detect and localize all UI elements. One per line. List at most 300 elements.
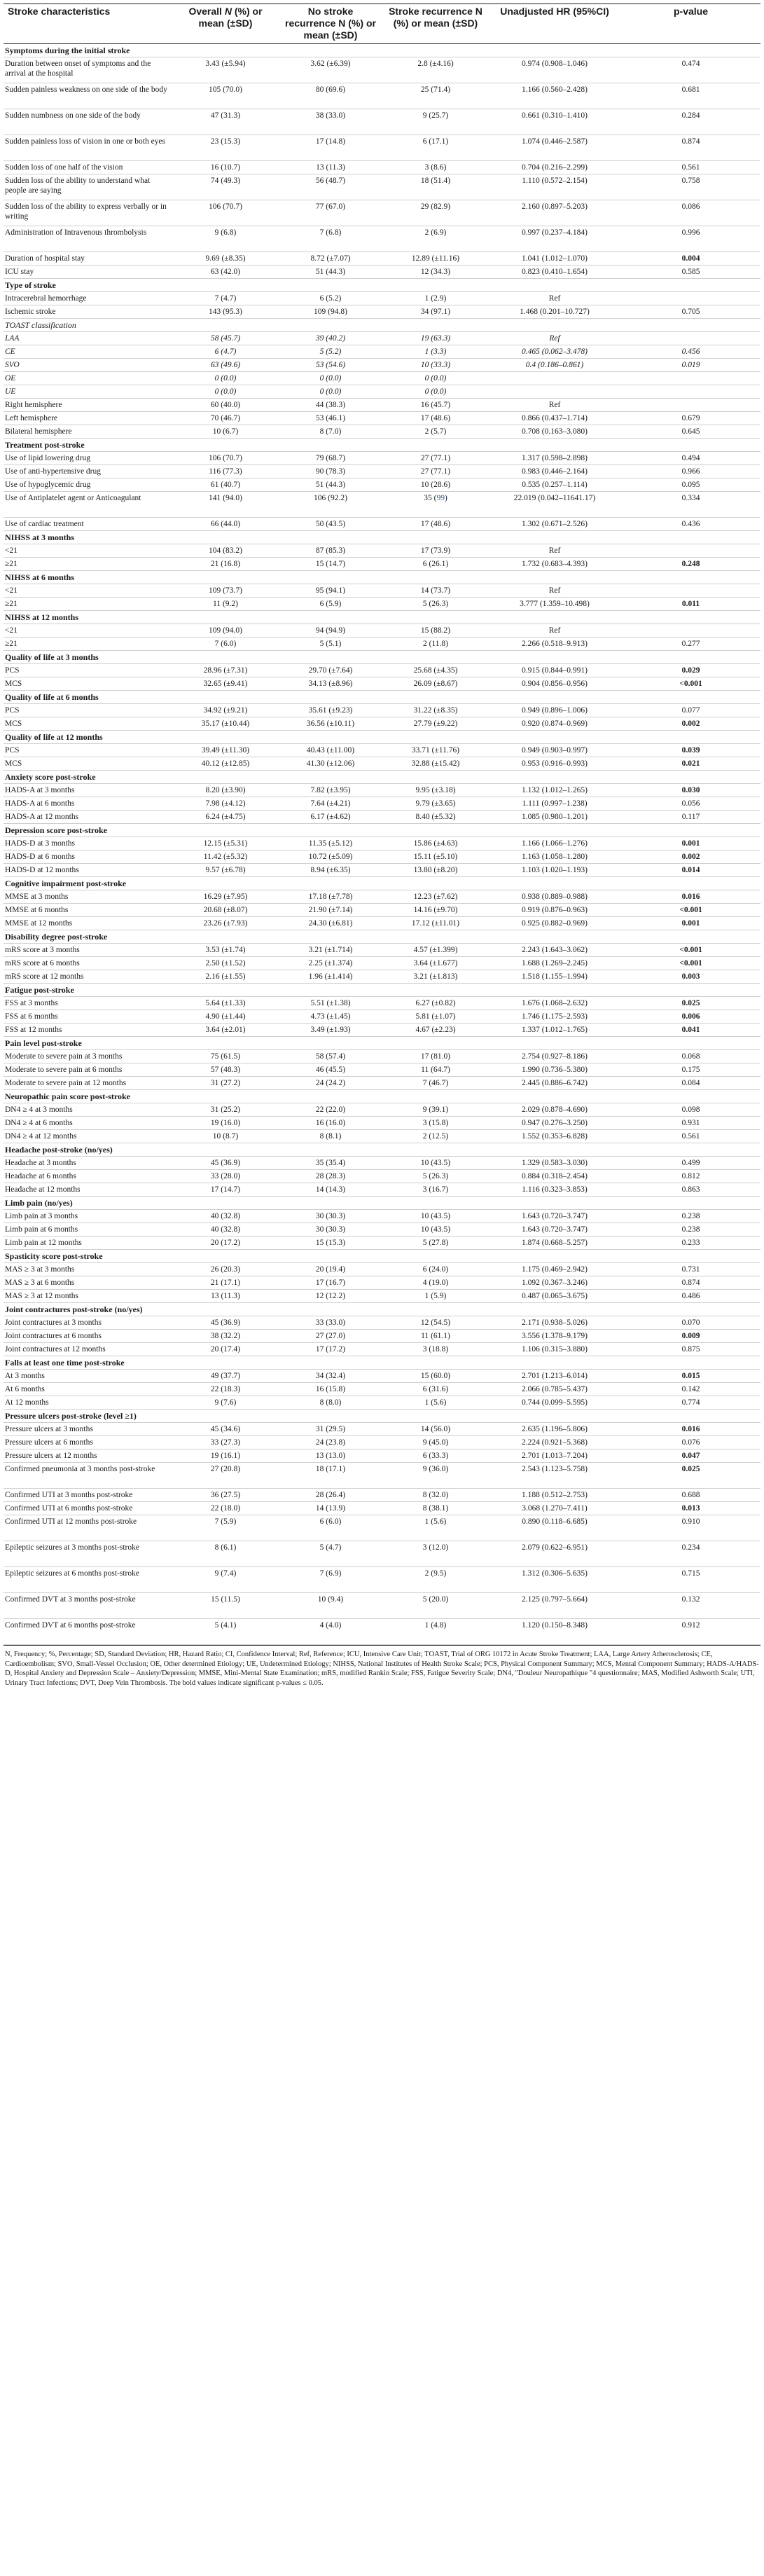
no-recurrence-cell: 7 (6.9) bbox=[278, 1567, 383, 1593]
recurrence-cell: 3 (18.8) bbox=[383, 1343, 488, 1356]
no-recurrence-cell: 29.70 (±7.64) bbox=[278, 664, 383, 677]
row-label: Moderate to severe pain at 6 months bbox=[4, 1063, 173, 1077]
p-value-cell bbox=[621, 292, 760, 305]
section-heading-row bbox=[4, 1037, 760, 1050]
recurrence-cell: 5 (27.8) bbox=[383, 1237, 488, 1250]
recurrence-cell: 10 (43.5) bbox=[383, 1223, 488, 1237]
table-row bbox=[4, 1619, 760, 1645]
recurrence-cell: 13.80 (±8.20) bbox=[383, 864, 488, 877]
recurrence-cell: 1 (5.9) bbox=[383, 1290, 488, 1303]
no-recurrence-cell: 7 (6.8) bbox=[278, 226, 383, 252]
recurrence-cell bbox=[383, 492, 488, 518]
overall-cell: 75 (61.5) bbox=[173, 1050, 278, 1063]
no-recurrence-cell: 8.94 (±6.35) bbox=[278, 864, 383, 877]
recurrence-cell: 1 (5.6) bbox=[383, 1396, 488, 1410]
row-label: Sudden painless loss of vision in one or both eyes bbox=[4, 135, 173, 161]
table-row bbox=[4, 1290, 760, 1303]
recurrence-cell: 17 (48.6) bbox=[383, 412, 488, 425]
hr-cell: 2.125 (0.797–5.664) bbox=[488, 1593, 621, 1619]
p-value-cell: 0.001 bbox=[621, 837, 760, 850]
recurrence-cell: 2 (5.7) bbox=[383, 425, 488, 439]
table-row bbox=[4, 864, 760, 877]
table-row bbox=[4, 1463, 760, 1489]
hr-cell: 1.337 (1.012–1.765) bbox=[488, 1024, 621, 1037]
p-value-cell: 0.474 bbox=[621, 57, 760, 83]
recurrence-cell: 1 (2.9) bbox=[383, 292, 488, 305]
row-label: FSS at 6 months bbox=[4, 1010, 173, 1024]
overall-cell: 7.98 (±4.12) bbox=[173, 797, 278, 811]
no-recurrence-cell: 5.51 (±1.38) bbox=[278, 997, 383, 1010]
p-value-cell: 0.486 bbox=[621, 1290, 760, 1303]
hr-cell: 1.302 (0.671–2.526) bbox=[488, 518, 621, 531]
table-row bbox=[4, 638, 760, 651]
hr-cell: 0.997 (0.237–4.184) bbox=[488, 226, 621, 252]
row-label: Headache at 6 months bbox=[4, 1170, 173, 1183]
overall-cell: 39.49 (±11.30) bbox=[173, 744, 278, 757]
p-value-cell: 0.016 bbox=[621, 890, 760, 904]
no-recurrence-cell: 35 (35.4) bbox=[278, 1157, 383, 1170]
hr-cell bbox=[488, 492, 621, 518]
no-recurrence-cell: 3.49 (±1.93) bbox=[278, 1024, 383, 1037]
row-label: Moderate to severe pain at 3 months bbox=[4, 1050, 173, 1063]
no-recurrence-cell: 21.90 (±7.14) bbox=[278, 904, 383, 917]
recurrence-cell: 0 (0.0) bbox=[383, 372, 488, 385]
cell-text: 22.019 (0.042–11641.17) bbox=[513, 494, 596, 502]
stroke-characteristics-table bbox=[4, 4, 760, 1645]
p-value-cell: 0.095 bbox=[621, 478, 760, 492]
hr-cell: 2.445 (0.886–6.742) bbox=[488, 1077, 621, 1090]
hr-cell: 1.990 (0.736–5.380) bbox=[488, 1063, 621, 1077]
section-heading-row bbox=[4, 571, 760, 584]
hr-cell: 1.085 (0.980–1.201) bbox=[488, 811, 621, 824]
hr-cell: 0.938 (0.889–0.988) bbox=[488, 890, 621, 904]
overall-cell: 9.57 (±6.78) bbox=[173, 864, 278, 877]
recurrence-cell: 8 (32.0) bbox=[383, 1489, 488, 1502]
table-row bbox=[4, 944, 760, 957]
table-row bbox=[4, 359, 760, 372]
overall-cell: 2.50 (±1.52) bbox=[173, 957, 278, 970]
hr-cell: 1.175 (0.469–2.942) bbox=[488, 1263, 621, 1276]
row-label: Confirmed DVT at 3 months post-stroke bbox=[4, 1593, 173, 1619]
value-link[interactable]: 99 bbox=[436, 494, 445, 502]
hr-cell: 1.676 (1.068–2.632) bbox=[488, 997, 621, 1010]
table-row bbox=[4, 465, 760, 478]
table-row bbox=[4, 797, 760, 811]
no-recurrence-cell: 8 (8.0) bbox=[278, 1396, 383, 1410]
recurrence-cell: 9 (45.0) bbox=[383, 1436, 488, 1449]
table-row bbox=[4, 385, 760, 399]
row-label: Confirmed DVT at 6 months post-stroke bbox=[4, 1619, 173, 1645]
no-recurrence-cell bbox=[278, 492, 383, 518]
no-recurrence-cell: 6 (6.0) bbox=[278, 1515, 383, 1541]
table-row bbox=[4, 1343, 760, 1356]
hr-cell: 0.904 (0.856–0.956) bbox=[488, 677, 621, 691]
p-value-cell: 0.456 bbox=[621, 345, 760, 359]
overall-cell: 63 (49.6) bbox=[173, 359, 278, 372]
hr-cell: Ref bbox=[488, 624, 621, 638]
no-recurrence-cell: 7.64 (±4.21) bbox=[278, 797, 383, 811]
p-value-cell: 0.875 bbox=[621, 1343, 760, 1356]
overall-cell: 38 (32.2) bbox=[173, 1330, 278, 1343]
recurrence-cell: 1 (5.6) bbox=[383, 1515, 488, 1541]
p-value-cell: 0.004 bbox=[621, 252, 760, 266]
table-row bbox=[4, 83, 760, 109]
row-label: ≥21 bbox=[4, 598, 173, 611]
table-row bbox=[4, 252, 760, 266]
recurrence-cell: 17 (48.6) bbox=[383, 518, 488, 531]
overall-cell: 2.16 (±1.55) bbox=[173, 970, 278, 984]
row-label: HADS-A at 3 months bbox=[4, 784, 173, 797]
overall-cell: 60 (40.0) bbox=[173, 399, 278, 412]
section-heading: Pain level post-stroke bbox=[4, 1037, 760, 1050]
overall-cell: 20 (17.2) bbox=[173, 1237, 278, 1250]
overall-cell: 22 (18.0) bbox=[173, 1502, 278, 1515]
recurrence-cell: 10 (43.5) bbox=[383, 1157, 488, 1170]
table-row bbox=[4, 1237, 760, 1250]
results-table-panel bbox=[4, 4, 760, 1688]
no-recurrence-cell: 7.82 (±3.95) bbox=[278, 784, 383, 797]
recurrence-cell: 6 (33.3) bbox=[383, 1449, 488, 1463]
recurrence-cell: 14 (73.7) bbox=[383, 584, 488, 598]
p-value-cell: <0.001 bbox=[621, 677, 760, 691]
recurrence-cell: 5 (20.0) bbox=[383, 1593, 488, 1619]
section-heading-row bbox=[4, 1303, 760, 1316]
p-value-cell: 0.086 bbox=[621, 200, 760, 226]
overall-cell: 5 (4.1) bbox=[173, 1619, 278, 1645]
section-heading: Limb pain (no/yes) bbox=[4, 1197, 760, 1210]
recurrence-cell: 3.64 (±1.677) bbox=[383, 957, 488, 970]
recurrence-cell: 4.57 (±1.399) bbox=[383, 944, 488, 957]
section-heading: Symptoms during the initial stroke bbox=[4, 44, 760, 57]
section-heading: Anxiety score post-stroke bbox=[4, 771, 760, 784]
overall-cell: 27 (20.8) bbox=[173, 1463, 278, 1489]
p-value-cell: 0.688 bbox=[621, 1489, 760, 1502]
overall-cell: 63 (42.0) bbox=[173, 266, 278, 279]
row-label: MAS ≥ 3 at 6 months bbox=[4, 1276, 173, 1290]
row-label: LAA bbox=[4, 332, 173, 345]
hr-cell: 2.243 (1.643–3.062) bbox=[488, 944, 621, 957]
p-value-cell: 0.238 bbox=[621, 1223, 760, 1237]
table-header-row bbox=[4, 4, 760, 44]
table-row bbox=[4, 1010, 760, 1024]
table-row bbox=[4, 904, 760, 917]
row-label: Administration of Intravenous thrombolysis bbox=[4, 226, 173, 252]
row-label: Headache at 3 months bbox=[4, 1157, 173, 1170]
no-recurrence-cell: 109 (94.8) bbox=[278, 305, 383, 319]
recurrence-cell: 25.68 (±4.35) bbox=[383, 664, 488, 677]
table-row bbox=[4, 917, 760, 930]
no-recurrence-cell: 6.17 (±4.62) bbox=[278, 811, 383, 824]
section-heading: TOAST classification bbox=[4, 319, 760, 332]
recurrence-cell: 2 (12.5) bbox=[383, 1130, 488, 1143]
row-label: Use of Antiplatelet agent or Anticoagulant bbox=[4, 492, 173, 518]
recurrence-cell: 15.86 (±4.63) bbox=[383, 837, 488, 850]
table-row bbox=[4, 1449, 760, 1463]
hr-cell: 2.635 (1.196–5.806) bbox=[488, 1423, 621, 1436]
table-row bbox=[4, 161, 760, 174]
no-recurrence-cell: 56 (48.7) bbox=[278, 174, 383, 200]
recurrence-cell: 11 (61.1) bbox=[383, 1330, 488, 1343]
table-row bbox=[4, 1210, 760, 1223]
table-row bbox=[4, 332, 760, 345]
no-recurrence-cell: 10.72 (±5.09) bbox=[278, 850, 383, 864]
section-heading: Fatigue post-stroke bbox=[4, 984, 760, 997]
row-label: HADS-D at 12 months bbox=[4, 864, 173, 877]
p-value-cell: <0.001 bbox=[621, 957, 760, 970]
overall-cell: 40 (32.8) bbox=[173, 1223, 278, 1237]
p-value-cell: <0.001 bbox=[621, 904, 760, 917]
section-heading-row bbox=[4, 279, 760, 292]
header-overall: Overall N (%) or mean (±SD) bbox=[173, 4, 278, 44]
hr-cell: 2.171 (0.938–5.026) bbox=[488, 1316, 621, 1330]
section-heading-row bbox=[4, 731, 760, 744]
p-value-cell: 0.436 bbox=[621, 518, 760, 531]
row-label: FSS at 12 months bbox=[4, 1024, 173, 1037]
overall-cell bbox=[173, 492, 278, 518]
overall-cell: 66 (44.0) bbox=[173, 518, 278, 531]
row-label: MAS ≥ 3 at 12 months bbox=[4, 1290, 173, 1303]
row-label: MCS bbox=[4, 677, 173, 691]
no-recurrence-cell: 44 (38.3) bbox=[278, 399, 383, 412]
table-row bbox=[4, 1117, 760, 1130]
recurrence-cell: 5 (26.3) bbox=[383, 598, 488, 611]
overall-cell: 7 (4.7) bbox=[173, 292, 278, 305]
no-recurrence-cell: 14 (13.9) bbox=[278, 1502, 383, 1515]
row-label: Epileptic seizures at 6 months post-stroke bbox=[4, 1567, 173, 1593]
p-value-cell: 0.731 bbox=[621, 1263, 760, 1276]
row-label: OE bbox=[4, 372, 173, 385]
recurrence-cell: 9 (36.0) bbox=[383, 1463, 488, 1489]
table-row bbox=[4, 704, 760, 717]
no-recurrence-cell: 17.18 (±7.78) bbox=[278, 890, 383, 904]
hr-cell: 3.068 (1.270–7.411) bbox=[488, 1502, 621, 1515]
p-value-cell: 0.812 bbox=[621, 1170, 760, 1183]
hr-cell: 0.983 (0.446–2.164) bbox=[488, 465, 621, 478]
no-recurrence-cell: 4 (4.0) bbox=[278, 1619, 383, 1645]
hr-cell: 0.487 (0.065–3.675) bbox=[488, 1290, 621, 1303]
overall-cell: 49 (37.7) bbox=[173, 1370, 278, 1383]
p-value-cell: 0.003 bbox=[621, 970, 760, 984]
section-heading-row bbox=[4, 1090, 760, 1103]
hr-cell: 1.643 (0.720–3.747) bbox=[488, 1210, 621, 1223]
no-recurrence-cell: 17 (16.7) bbox=[278, 1276, 383, 1290]
hr-cell: 1.103 (1.020–1.193) bbox=[488, 864, 621, 877]
overall-cell: 10 (8.7) bbox=[173, 1130, 278, 1143]
no-recurrence-cell: 58 (57.4) bbox=[278, 1050, 383, 1063]
hr-cell: 1.732 (0.683–4.393) bbox=[488, 558, 621, 571]
overall-cell: 3.43 (±5.94) bbox=[173, 57, 278, 83]
recurrence-cell: 3 (8.6) bbox=[383, 161, 488, 174]
hr-cell: 2.754 (0.927–8.186) bbox=[488, 1050, 621, 1063]
recurrence-cell: 1 (4.8) bbox=[383, 1619, 488, 1645]
recurrence-cell: 12 (34.3) bbox=[383, 266, 488, 279]
table-row bbox=[4, 598, 760, 611]
recurrence-cell: 2 (6.9) bbox=[383, 226, 488, 252]
hr-cell: Ref bbox=[488, 292, 621, 305]
p-value-cell: 0.013 bbox=[621, 1502, 760, 1515]
p-value-cell: 0.076 bbox=[621, 1436, 760, 1449]
no-recurrence-cell: 38 (33.0) bbox=[278, 109, 383, 135]
overall-cell: 33 (27.3) bbox=[173, 1436, 278, 1449]
row-label: Pressure ulcers at 6 months bbox=[4, 1436, 173, 1449]
overall-cell: 0 (0.0) bbox=[173, 385, 278, 399]
hr-cell: Ref bbox=[488, 544, 621, 558]
table-row bbox=[4, 677, 760, 691]
overall-cell: 109 (94.0) bbox=[173, 624, 278, 638]
hr-cell: 2.079 (0.622–6.951) bbox=[488, 1541, 621, 1567]
hr-cell: 1.166 (0.560–2.428) bbox=[488, 83, 621, 109]
overall-cell: 20.68 (±8.07) bbox=[173, 904, 278, 917]
p-value-cell bbox=[621, 399, 760, 412]
table-row bbox=[4, 1157, 760, 1170]
recurrence-cell: 7 (46.7) bbox=[383, 1077, 488, 1090]
recurrence-cell: 17.12 (±11.01) bbox=[383, 917, 488, 930]
section-heading-row bbox=[4, 930, 760, 944]
table-row bbox=[4, 1050, 760, 1063]
recurrence-cell: 6.27 (±0.82) bbox=[383, 997, 488, 1010]
overall-cell: 19 (16.0) bbox=[173, 1117, 278, 1130]
row-label: HADS-D at 6 months bbox=[4, 850, 173, 864]
p-value-cell: 0.234 bbox=[621, 1541, 760, 1567]
hr-cell: 2.029 (0.878–4.690) bbox=[488, 1103, 621, 1117]
p-value-cell bbox=[621, 385, 760, 399]
p-value-cell: 0.233 bbox=[621, 1237, 760, 1250]
table-row bbox=[4, 970, 760, 984]
overall-cell: 21 (17.1) bbox=[173, 1276, 278, 1290]
table-row bbox=[4, 57, 760, 83]
row-label: Intracerebral hemorrhage bbox=[4, 292, 173, 305]
row-label: Sudden loss of the ability to express verbally or in writing bbox=[4, 200, 173, 226]
no-recurrence-cell: 34 (32.4) bbox=[278, 1370, 383, 1383]
table-row bbox=[4, 305, 760, 319]
hr-cell: 1.312 (0.306–5.635) bbox=[488, 1567, 621, 1593]
no-recurrence-cell: 31 (29.5) bbox=[278, 1423, 383, 1436]
section-heading: Joint contractures post-stroke (no/yes) bbox=[4, 1303, 760, 1316]
row-label: mRS score at 3 months bbox=[4, 944, 173, 957]
overall-cell: 74 (49.3) bbox=[173, 174, 278, 200]
no-recurrence-cell: 11.35 (±5.12) bbox=[278, 837, 383, 850]
p-value-cell: 0.248 bbox=[621, 558, 760, 571]
row-label: FSS at 3 months bbox=[4, 997, 173, 1010]
table-row bbox=[4, 811, 760, 824]
recurrence-cell: 26.09 (±8.67) bbox=[383, 677, 488, 691]
section-heading: Quality of life at 6 months bbox=[4, 691, 760, 704]
row-label: Duration between onset of symptoms and the arrival at the hospital bbox=[4, 57, 173, 83]
p-value-cell: 0.132 bbox=[621, 1593, 760, 1619]
row-label: MAS ≥ 3 at 3 months bbox=[4, 1263, 173, 1276]
table-row bbox=[4, 544, 760, 558]
overall-cell: 143 (95.3) bbox=[173, 305, 278, 319]
no-recurrence-cell: 36.56 (±10.11) bbox=[278, 717, 383, 731]
overall-cell: 9 (6.8) bbox=[173, 226, 278, 252]
row-label: ≥21 bbox=[4, 638, 173, 651]
overall-cell: 61 (40.7) bbox=[173, 478, 278, 492]
section-heading: Pressure ulcers post-stroke (level ≥1) bbox=[4, 1410, 760, 1423]
hr-cell: 1.688 (1.269–2.245) bbox=[488, 957, 621, 970]
p-value-cell: 0.025 bbox=[621, 997, 760, 1010]
table-row bbox=[4, 584, 760, 598]
recurrence-cell: 6 (24.0) bbox=[383, 1263, 488, 1276]
section-heading: Spasticity score post-stroke bbox=[4, 1250, 760, 1263]
recurrence-cell: 34 (97.1) bbox=[383, 305, 488, 319]
no-recurrence-cell: 51 (44.3) bbox=[278, 266, 383, 279]
overall-cell: 15 (11.5) bbox=[173, 1593, 278, 1619]
hr-cell: 0.704 (0.216–2.299) bbox=[488, 161, 621, 174]
no-recurrence-cell: 24.30 (±6.81) bbox=[278, 917, 383, 930]
no-recurrence-cell: 77 (67.0) bbox=[278, 200, 383, 226]
recurrence-cell: 4 (19.0) bbox=[383, 1276, 488, 1290]
table-row bbox=[4, 345, 760, 359]
p-value-cell: 0.021 bbox=[621, 757, 760, 771]
overall-cell: 32.65 (±9.41) bbox=[173, 677, 278, 691]
p-value-cell: 0.041 bbox=[621, 1024, 760, 1037]
overall-cell: 5.64 (±1.33) bbox=[173, 997, 278, 1010]
p-value-cell: 0.774 bbox=[621, 1396, 760, 1410]
row-label: ICU stay bbox=[4, 266, 173, 279]
overall-cell: 9 (7.6) bbox=[173, 1396, 278, 1410]
row-label: Use of hypoglycemic drug bbox=[4, 478, 173, 492]
no-recurrence-cell: 2.25 (±1.374) bbox=[278, 957, 383, 970]
overall-cell: 40 (32.8) bbox=[173, 1210, 278, 1223]
row-label: MMSE at 6 months bbox=[4, 904, 173, 917]
hr-cell: Ref bbox=[488, 332, 621, 345]
p-value-cell: 0.585 bbox=[621, 266, 760, 279]
section-heading-row bbox=[4, 1410, 760, 1423]
p-value-cell: 0.142 bbox=[621, 1383, 760, 1396]
header-p-value: p-value bbox=[621, 4, 760, 44]
row-label: <21 bbox=[4, 544, 173, 558]
recurrence-cell: 12.23 (±7.62) bbox=[383, 890, 488, 904]
overall-cell: 11 (9.2) bbox=[173, 598, 278, 611]
no-recurrence-cell: 28 (28.3) bbox=[278, 1170, 383, 1183]
hr-cell: 0.947 (0.276–3.250) bbox=[488, 1117, 621, 1130]
header-recurrence: Stroke recurrence N (%) or mean (±SD) bbox=[383, 4, 488, 44]
row-label: Headache at 12 months bbox=[4, 1183, 173, 1197]
row-label: HADS-D at 3 months bbox=[4, 837, 173, 850]
hr-cell: Ref bbox=[488, 399, 621, 412]
row-label: Right hemisphere bbox=[4, 399, 173, 412]
no-recurrence-cell: 51 (44.3) bbox=[278, 478, 383, 492]
row-label: DN4 ≥ 4 at 12 months bbox=[4, 1130, 173, 1143]
overall-cell: 45 (34.6) bbox=[173, 1423, 278, 1436]
overall-cell: 6 (4.7) bbox=[173, 345, 278, 359]
row-label: PCS bbox=[4, 664, 173, 677]
p-value-cell bbox=[621, 372, 760, 385]
cell-text: 35 ( bbox=[424, 494, 437, 502]
table-row bbox=[4, 109, 760, 135]
table-row bbox=[4, 1593, 760, 1619]
row-label: At 3 months bbox=[4, 1370, 173, 1383]
overall-cell: 23 (15.3) bbox=[173, 135, 278, 161]
row-label: PCS bbox=[4, 744, 173, 757]
row-label: PCS bbox=[4, 704, 173, 717]
hr-cell: 1.106 (0.315–3.880) bbox=[488, 1343, 621, 1356]
recurrence-cell: 5 (26.3) bbox=[383, 1170, 488, 1183]
overall-cell: 40.12 (±12.85) bbox=[173, 757, 278, 771]
row-label: DN4 ≥ 4 at 6 months bbox=[4, 1117, 173, 1130]
no-recurrence-cell: 8 (7.0) bbox=[278, 425, 383, 439]
row-label: Sudden loss of the ability to understand what people are saying bbox=[4, 174, 173, 200]
row-label: SVO bbox=[4, 359, 173, 372]
p-value-cell bbox=[621, 584, 760, 598]
p-value-cell: 0.011 bbox=[621, 598, 760, 611]
no-recurrence-cell: 15 (14.7) bbox=[278, 558, 383, 571]
no-recurrence-cell: 33 (33.0) bbox=[278, 1316, 383, 1330]
section-heading: Type of stroke bbox=[4, 279, 760, 292]
section-heading: Cognitive impairment post-stroke bbox=[4, 877, 760, 890]
no-recurrence-cell: 46 (45.5) bbox=[278, 1063, 383, 1077]
table-row bbox=[4, 1489, 760, 1502]
